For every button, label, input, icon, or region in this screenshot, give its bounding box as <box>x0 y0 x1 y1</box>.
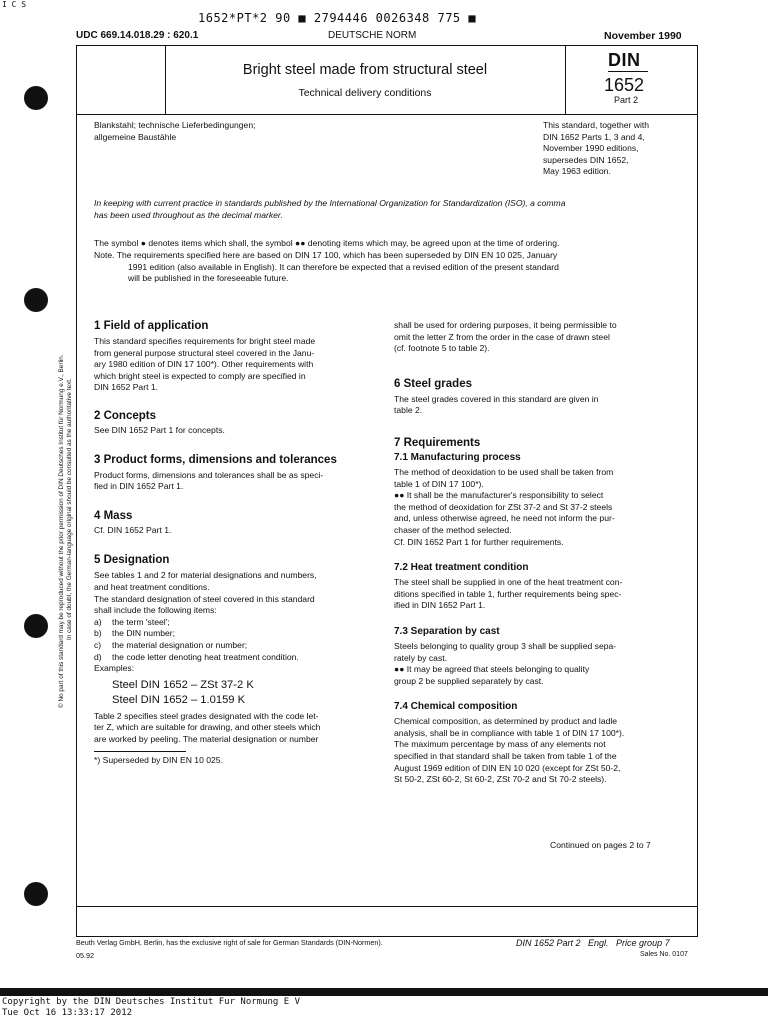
left-column <box>94 320 380 767</box>
copyright-line: Copyright by the DIN Deutsches Institut Fur Normung E V <box>2 997 301 1007</box>
list-item: d) the code letter denoting heat treatment condition. <box>94 651 299 662</box>
din-number: 1652 <box>604 75 645 95</box>
binder-hole <box>24 882 48 906</box>
section-heading: 4 Mass <box>94 509 133 522</box>
din-underline <box>608 71 648 72</box>
din-part: Part 2 <box>614 95 639 105</box>
example-designation: Steel DIN 1652 – 1.0159 K <box>112 693 246 706</box>
section-text: See tables 1 and 2 for material designations and numbers, and heat treatment conditions. The standard designation of steel covered in this standard shall include the following items: a) the term 'steel'; b) the DIN number; c) the material designation or number; d) the code letter denoting heat treatment condition. Examples: Steel DIN 1652 – ZSt 37-2 K Steel DIN 1652 – 1.0159 K Table 2 specifies steel grades designated with the code let- ter Z, which are suitable for drawing, and other steels which are worked by peeling. The material designation or number <box>94 570 380 745</box>
deutsche-norm: DEUTSCHE NORM <box>328 30 417 41</box>
document-title: Bright steel made from structural steel <box>242 62 488 78</box>
document-reference: DIN 1652 Part 2 Engl. Price group 7 <box>516 938 670 948</box>
din-number-box <box>566 46 696 112</box>
section-heading: 5 Designation <box>94 554 170 567</box>
barcode-text: 1652*PT*2 90 ■ 2794446 0026348 775 ■ <box>198 11 477 25</box>
section-text: The steel grades covered in this standard are given in table 2. <box>394 393 599 416</box>
section-text: Chemical composition, as determined by product and ladle analysis, shall be in compliance with table 1 of DIN 17 100*). The maximum percentage by mass of any elements not specified in that standard shall be taken from table 1 of the August 1969 edition of DIN EN 10 020 (except for ZSt 50-2, St 50-2, ZSt 60-2, St 60-2, ZSt 70-2 and St 70-2 steels). <box>394 716 625 785</box>
section-heading: 1 Field of application <box>94 320 209 332</box>
footnote: *) Superseded by DIN EN 10 025. <box>94 755 223 766</box>
din-label: DIN <box>608 50 641 70</box>
binder-hole <box>24 614 48 638</box>
example-designation: Steel DIN 1652 – ZSt 37-2 K <box>112 678 254 691</box>
section-heading: 7 Requirements <box>394 436 481 449</box>
issue-date: November 1990 <box>604 30 682 42</box>
binder-hole <box>24 86 48 110</box>
document-subtitle: Technical delivery conditions <box>298 87 432 99</box>
edition-code: 05.92 <box>76 951 94 960</box>
supersedes-note: This standard, together with DIN 1652 Parts 1, 3 and 4, November 1990 editions, supersedes DIN 1652, May 1963 edition. <box>543 120 650 177</box>
continued-note: Continued on pages 2 to 7 <box>550 840 651 850</box>
iso-comma-note: In keeping with current practice in standards published by the International Organization for Standardization (ISO), a comma has been used throughout as the decimal marker. <box>94 198 566 220</box>
timestamp-line: Tue Oct 16 13:33:17 2012 <box>2 1008 133 1018</box>
german-title-line1: Blankstahl; technische Lieferbedingungen; <box>94 120 256 130</box>
subsection-heading: 7.2 Heat treatment condition <box>394 562 529 574</box>
symbol-note: The symbol ● denotes items which shall, the symbol ●● denoting items which may, be agreed upon at the time of ordering. <box>94 238 560 248</box>
list-item: b) the DIN number; <box>94 628 176 639</box>
section-text: shall be used for ordering purposes, it being permissible to omit the letter Z from the order in the case of drawn steel (cf. footnote 5 to table 2). <box>394 320 617 354</box>
subsection-heading: 7.4 Chemical composition <box>394 701 518 713</box>
section-text: Steels belonging to quality group 3 shall be supplied sepa- rately by cast. ●● It may be agreed that steels belonging to quality group 2 be supplied separately by cast. <box>394 640 617 686</box>
list-item: a) the term 'steel'; <box>94 616 170 627</box>
publisher-note: Beuth Verlag GmbH, Berlin, has the exclusive right of sale for German Standards (DIN-Normen). <box>76 938 383 947</box>
section-heading: 3 Product forms, dimensions and tolerances <box>94 453 337 466</box>
german-title-line2: allgemeine Baustähle <box>94 132 177 142</box>
udc-number: UDC 669.14.018.29 : 620.1 <box>76 30 199 41</box>
section-text: The method of deoxidation to be used shall be taken from table 1 of DIN 17 100*). ●● It shall be the manufacturer's responsibility to select the method of deoxidation for ZSt 37-2 and St 37-2 steels and, unless otherwise agreed, he need not inform the pur- chaser of the method selected. Cf. DIN 1652 Part 1 for further requirements. <box>394 466 615 547</box>
copyright-side-note: © No part of this standard may be reproduced without the prior permission of DIN Deutsches Institut für Normung e.V., Berlin. <box>58 354 65 708</box>
right-column <box>394 320 680 786</box>
corner-text: I C S <box>2 0 27 9</box>
subsection-heading: 7.3 Separation by cast <box>394 625 500 637</box>
footnote-rule <box>94 751 186 752</box>
binder-hole <box>24 288 48 312</box>
section-text: Cf. DIN 1652 Part 1. <box>94 524 172 535</box>
section-text: The steel shall be supplied in one of the heat treatment con- ditions specified in table 1, further requirements being spec- ified in DIN 1652 Part 1. <box>394 577 623 611</box>
section-text: See DIN 1652 Part 1 for concepts. <box>94 424 225 435</box>
bottom-bar <box>0 988 768 996</box>
section-heading: 6 Steel grades <box>394 377 472 390</box>
examples-label: Examples: <box>94 663 135 674</box>
revision-note: Note. The requirements specified here are based on DIN 17 100, which has been superseded by DIN EN 10 025, January 1991 edition (also available in English). It can therefore be expected that a revised edition of the present standard will be published in the foreseeable future. <box>94 250 559 284</box>
section-heading: 2 Concepts <box>94 409 156 422</box>
section-text: This standard specifies requirements for bright steel made from general purpose structural steel covered in the Janu- ary 1980 edition of DIN 17 100*). Other requirements with which bright steel is expected to comply are specified in DIN 1652 Part 1. <box>94 336 316 393</box>
subsection-heading: 7.1 Manufacturing process <box>394 451 521 463</box>
section-text: Product forms, dimensions and tolerances shall be as speci- fied in DIN 1652 Part 1. <box>94 469 324 492</box>
sales-number: Sales No. 0107 <box>640 951 688 958</box>
list-item: c) the material designation or number; <box>94 639 248 650</box>
authoritative-text-note: In case of doubt, the German-language original should be consulted as the authoritative text. <box>66 378 73 640</box>
